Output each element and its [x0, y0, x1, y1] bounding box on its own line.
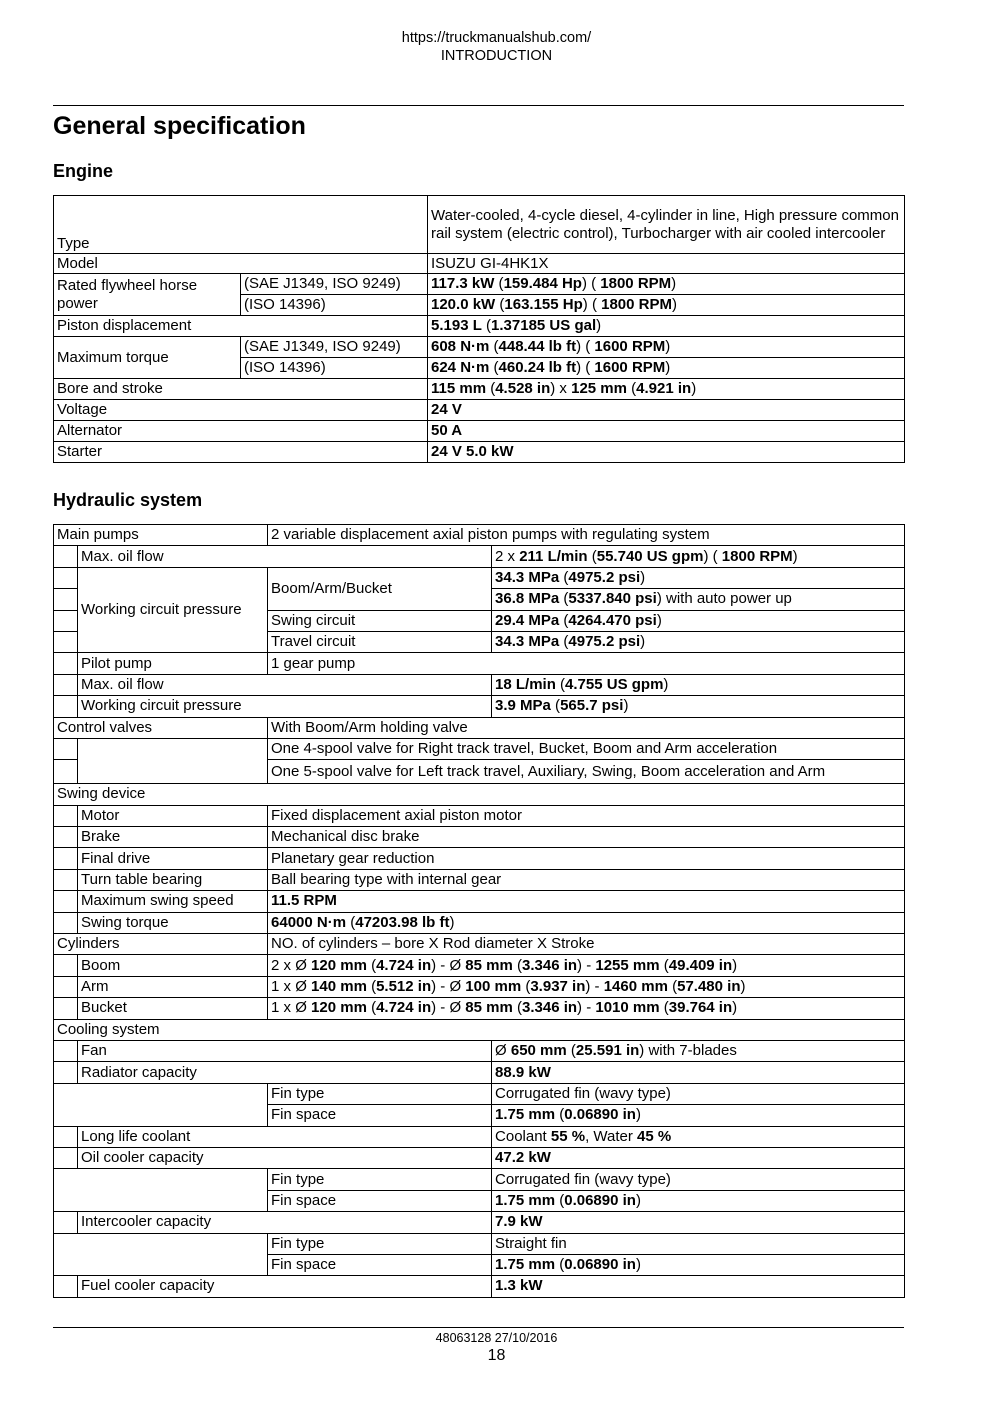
indent-cell — [54, 738, 78, 759]
indent-cell — [54, 1147, 78, 1168]
fin-space-value: 1.75 mm (0.06890 in) — [492, 1254, 905, 1275]
table-row — [54, 674, 905, 695]
final-drive-desc: Planetary gear reduction — [268, 848, 905, 869]
table-row — [54, 653, 905, 674]
fin-type-label: Fin type — [268, 1233, 492, 1254]
blank-cell — [54, 1169, 268, 1212]
turn-table-desc: Ball bearing type with internal gear — [268, 869, 905, 890]
pilot-flow-label: Max. oil flow — [78, 674, 492, 695]
table-row — [54, 1233, 905, 1254]
arm-value: 1 x Ø 140 mm (5.512 in) - Ø 100 mm (3.937 in) - 1460 mm (57.480 in) — [268, 976, 905, 997]
table-row — [54, 546, 905, 567]
table-row — [54, 1169, 905, 1190]
hydraulic-heading: Hydraulic system — [53, 490, 203, 510]
fan-label: Fan — [78, 1040, 492, 1061]
indent-cell — [54, 546, 78, 567]
indent-cell — [54, 696, 78, 717]
header-section: INTRODUCTION — [440, 48, 553, 64]
indent-cell — [54, 760, 78, 784]
pilot-pump-desc: 1 gear pump — [268, 653, 905, 674]
swing-torque-value: 64000 N·m (47203.98 lb ft) — [268, 912, 905, 933]
intercooler-label: Intercooler capacity — [78, 1212, 492, 1233]
header-rule — [53, 105, 904, 106]
piston-label: Piston displacement — [54, 316, 428, 337]
table-row — [54, 421, 905, 442]
control-valve-5spool: One 5-spool valve for Left track travel, Auxiliary, Swing, Boom acceleration and Arm — [268, 760, 905, 784]
table-row — [54, 717, 905, 738]
power-value-1: 117.3 kW (159.484 Hp) ( 1800 RPM) — [428, 274, 905, 295]
fuel-cooler-value: 1.3 kW — [492, 1276, 905, 1297]
power-std2: (ISO 14396) — [241, 295, 428, 316]
cylinders-desc: NO. of cylinders – bore X Rod diameter X Stroke — [268, 934, 905, 955]
piston-value: 5.193 L (1.37185 US gal) — [428, 316, 905, 337]
table-row — [54, 1212, 905, 1233]
table-row — [54, 274, 905, 295]
indent-cell — [54, 1276, 78, 1297]
torque-std1: (SAE J1349, ISO 9249) — [241, 337, 428, 358]
model-label: Model — [54, 254, 428, 274]
oil-cooler-label: Oil cooler capacity — [78, 1147, 492, 1168]
table-row — [54, 567, 905, 588]
blank-cell — [78, 738, 268, 783]
coolant-label: Long life coolant — [78, 1126, 492, 1147]
intercooler-value: 7.9 kW — [492, 1212, 905, 1233]
table-row — [54, 337, 905, 358]
voltage-value: 24 V — [428, 400, 905, 421]
table-row — [54, 805, 905, 826]
fin-space-label: Fin space — [268, 1105, 492, 1126]
bore-value: 115 mm (4.528 in) x 125 mm (4.921 in) — [428, 379, 905, 400]
table-row — [54, 848, 905, 869]
pilot-pressure-label: Working circuit pressure — [78, 696, 492, 717]
max-swing-speed-label: Maximum swing speed — [78, 891, 268, 912]
control-valves-label: Control valves — [54, 717, 268, 738]
swing-circuit-label: Swing circuit — [268, 610, 492, 631]
torque-value-2: 624 N·m (460.24 lb ft) ( 1600 RPM) — [428, 358, 905, 379]
cylinders-label: Cylinders — [54, 934, 268, 955]
swing-torque-label: Swing torque — [78, 912, 268, 933]
blank-cell — [54, 1083, 268, 1126]
power-label: Rated flywheel horse power — [54, 274, 241, 316]
table-row — [54, 1019, 905, 1040]
indent-cell — [54, 848, 78, 869]
indent-cell — [54, 1040, 78, 1061]
boom-arm-bucket-label: Boom/Arm/Bucket — [268, 567, 492, 610]
boom-label: Boom — [78, 955, 268, 976]
engine-heading: Engine — [53, 161, 114, 181]
brake-desc: Mechanical disc brake — [268, 827, 905, 848]
table-row — [54, 1147, 905, 1168]
fan-value: Ø 650 mm (25.591 in) with 7-blades — [492, 1040, 905, 1061]
pilot-flow-value: 18 L/min (4.755 US gpm) — [492, 674, 905, 695]
table-row — [54, 1276, 905, 1297]
table-row — [54, 254, 905, 274]
table-row — [54, 316, 905, 337]
torque-value-1: 608 N·m (448.44 lb ft) ( 1600 RPM) — [428, 337, 905, 358]
table-row — [54, 738, 905, 759]
power-std1: (SAE J1349, ISO 9249) — [241, 274, 428, 295]
indent-cell — [54, 1212, 78, 1233]
hydraulic-table — [53, 524, 905, 1298]
fin-type-value: Corrugated fin (wavy type) — [492, 1083, 905, 1104]
starter-value: 24 V 5.0 kW — [428, 442, 905, 463]
engine-table — [53, 195, 905, 463]
boom-value: 2 x Ø 120 mm (4.724 in) - Ø 85 mm (3.346 in) - 1255 mm (49.409 in) — [268, 955, 905, 976]
indent-cell — [54, 998, 78, 1019]
indent-cell — [54, 955, 78, 976]
page-number: 18 — [487, 1347, 506, 1364]
table-row — [54, 196, 905, 254]
model-value: ISUZU GI-4HK1X — [428, 254, 905, 274]
footer-doc-id: 48063128 27/10/2016 — [435, 1331, 558, 1345]
indent-cell — [54, 567, 78, 588]
motor-desc: Fixed displacement axial piston motor — [268, 805, 905, 826]
table-row — [54, 442, 905, 463]
indent-cell — [54, 869, 78, 890]
alternator-label: Alternator — [54, 421, 428, 442]
table-row — [54, 934, 905, 955]
power-value-2: 120.0 kW (163.155 Hp) ( 1800 RPM) — [428, 295, 905, 316]
coolant-value: Coolant 55 %, Water 45 % — [492, 1126, 905, 1147]
indent-cell — [54, 1126, 78, 1147]
table-row — [54, 976, 905, 997]
indent-cell — [54, 589, 78, 610]
bucket-label: Bucket — [78, 998, 268, 1019]
turn-table-label: Turn table bearing — [78, 869, 268, 890]
indent-cell — [54, 674, 78, 695]
fin-type-label: Fin type — [268, 1169, 492, 1190]
table-row — [54, 827, 905, 848]
cooling-system-label: Cooling system — [54, 1019, 905, 1040]
torque-std2: (ISO 14396) — [241, 358, 428, 379]
table-row — [54, 1040, 905, 1061]
indent-cell — [54, 805, 78, 826]
indent-cell — [54, 827, 78, 848]
table-row — [54, 525, 905, 546]
indent-cell — [54, 1062, 78, 1083]
radiator-label: Radiator capacity — [78, 1062, 492, 1083]
alternator-value: 50 A — [428, 421, 905, 442]
type-value: Water-cooled, 4-cycle diesel, 4-cylinder in line, High pressure common rail system (electric control), Turbocharger with air cooled intercooler — [428, 196, 905, 254]
pressure-value: 36.8 MPa (5337.840 psi) with auto power up — [492, 589, 905, 610]
table-row — [54, 696, 905, 717]
swing-device-label: Swing device — [54, 784, 905, 805]
arm-label: Arm — [78, 976, 268, 997]
indent-cell — [54, 610, 78, 631]
table-row — [54, 912, 905, 933]
starter-label: Starter — [54, 442, 428, 463]
table-row — [54, 891, 905, 912]
control-valves-desc: With Boom/Arm holding valve — [268, 717, 905, 738]
bore-label: Bore and stroke — [54, 379, 428, 400]
fin-type-value: Corrugated fin (wavy type) — [492, 1169, 905, 1190]
fuel-cooler-label: Fuel cooler capacity — [78, 1276, 492, 1297]
table-row — [54, 1083, 905, 1104]
pressure-value: 34.3 MPa (4975.2 psi) — [492, 567, 905, 588]
main-pumps-desc: 2 variable displacement axial piston pumps with regulating system — [268, 525, 905, 546]
fin-space-label: Fin space — [268, 1190, 492, 1211]
bucket-value: 1 x Ø 120 mm (4.724 in) - Ø 85 mm (3.346 in) - 1010 mm (39.764 in) — [268, 998, 905, 1019]
indent-cell — [54, 631, 78, 652]
type-label: Type — [54, 196, 428, 254]
table-row — [54, 784, 905, 805]
blank-cell — [54, 1233, 268, 1276]
table-row — [54, 379, 905, 400]
pressure-value: 34.3 MPa (4975.2 psi) — [492, 631, 905, 652]
max-oil-flow-label: Max. oil flow — [78, 546, 492, 567]
table-row — [54, 998, 905, 1019]
voltage-label: Voltage — [54, 400, 428, 421]
main-pumps-label: Main pumps — [54, 525, 268, 546]
brake-label: Brake — [78, 827, 268, 848]
fin-space-value: 1.75 mm (0.06890 in) — [492, 1105, 905, 1126]
fin-type-label: Fin type — [268, 1083, 492, 1104]
page-title: General specification — [53, 112, 306, 140]
working-circuit-pressure-label: Working circuit pressure — [78, 567, 268, 653]
table-row — [54, 955, 905, 976]
table-row — [54, 1062, 905, 1083]
final-drive-label: Final drive — [78, 848, 268, 869]
indent-cell — [54, 912, 78, 933]
table-row — [54, 1126, 905, 1147]
footer-rule — [53, 1327, 904, 1328]
max-oil-flow-value: 2 x 211 L/min (55.740 US gpm) ( 1800 RPM) — [492, 546, 905, 567]
indent-cell — [54, 976, 78, 997]
indent-cell — [54, 891, 78, 912]
table-row — [54, 400, 905, 421]
table-row — [54, 869, 905, 890]
max-swing-speed-value: 11.5 RPM — [268, 891, 905, 912]
torque-label: Maximum torque — [54, 337, 241, 379]
pilot-pump-label: Pilot pump — [78, 653, 268, 674]
header-url[interactable]: https://truckmanualshub.com/ — [401, 30, 592, 46]
pilot-pressure-value: 3.9 MPa (565.7 psi) — [492, 696, 905, 717]
fin-space-value: 1.75 mm (0.06890 in) — [492, 1190, 905, 1211]
motor-label: Motor — [78, 805, 268, 826]
travel-circuit-label: Travel circuit — [268, 631, 492, 652]
oil-cooler-value: 47.2 kW — [492, 1147, 905, 1168]
pressure-value: 29.4 MPa (4264.470 psi) — [492, 610, 905, 631]
fin-type-value: Straight fin — [492, 1233, 905, 1254]
radiator-value: 88.9 kW — [492, 1062, 905, 1083]
control-valve-4spool: One 4-spool valve for Right track travel, Bucket, Boom and Arm acceleration — [268, 738, 905, 759]
fin-space-label: Fin space — [268, 1254, 492, 1275]
indent-cell — [54, 653, 78, 674]
